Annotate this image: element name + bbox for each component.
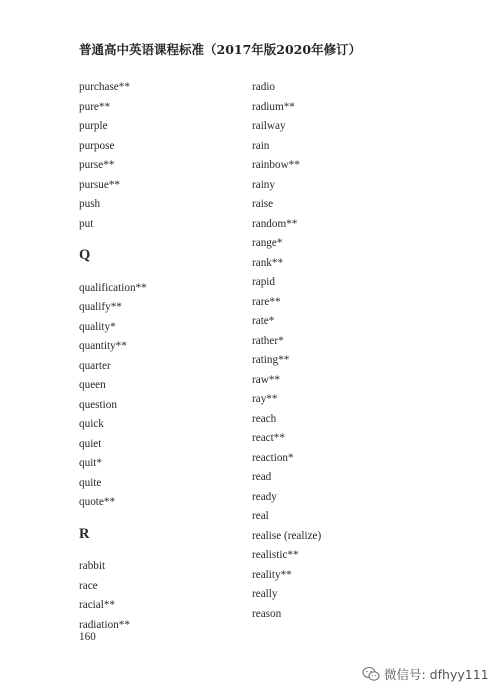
- vocab-word: rabbit: [79, 560, 106, 572]
- vocab-word: rain: [252, 139, 270, 152]
- right-word-column: [252, 78, 321, 624]
- vocab-word: put: [79, 217, 94, 230]
- p-word-list: [79, 78, 147, 234]
- vocab-word: race: [79, 579, 98, 592]
- vocab-word: rating**: [252, 354, 290, 366]
- vocab-word: react**: [252, 432, 285, 444]
- vocab-word: rare**: [252, 295, 281, 308]
- vocab-word: rate*: [252, 315, 275, 327]
- vocab-word: quote**: [79, 496, 116, 508]
- vocab-word: realise (realize): [252, 529, 322, 542]
- left-word-column: [79, 78, 147, 635]
- vocab-word: quite: [79, 476, 102, 489]
- vocab-word: raise: [252, 198, 274, 210]
- watermark: [362, 665, 489, 683]
- vocab-word: pursue**: [79, 178, 121, 191]
- r-word-list: [79, 557, 147, 635]
- vocab-word: quit*: [79, 457, 102, 469]
- vocab-word: question: [79, 398, 117, 411]
- vocab-word: range*: [252, 237, 283, 249]
- vocab-word: qualify**: [79, 301, 122, 313]
- vocab-word: queen: [79, 379, 106, 391]
- vocab-word: push: [79, 198, 101, 210]
- vocab-word: reality**: [252, 568, 292, 581]
- vocab-word: rapid: [252, 276, 275, 288]
- vocab-word: really: [252, 588, 278, 600]
- vocab-word: rainbow**: [252, 159, 300, 171]
- vocab-word: reason: [252, 607, 282, 620]
- vocab-word: rainy: [252, 178, 275, 191]
- vocab-word: quarter: [79, 359, 111, 372]
- vocab-word: pure**: [79, 100, 111, 113]
- vocab-word: ready: [252, 490, 277, 503]
- vocab-word: qualification**: [79, 281, 147, 294]
- page-header-title: 普通高中英语课程标准（2017年版2020年修订）: [79, 42, 362, 57]
- vocab-word: reach: [252, 412, 277, 425]
- vocab-word: quality*: [79, 320, 116, 333]
- vocab-word: quick: [79, 418, 104, 430]
- vocab-word: quiet: [79, 437, 102, 450]
- vocab-word: raw**: [252, 373, 280, 386]
- vocab-word: real: [252, 510, 269, 522]
- watermark-text: 微信号: dfhyy111: [384, 667, 489, 682]
- r-word-list-continued: [252, 78, 321, 624]
- vocab-word: purchase**: [79, 81, 130, 93]
- vocab-word: railway: [252, 120, 286, 132]
- wechat-icon: [362, 666, 380, 682]
- vocab-word: rank**: [252, 256, 284, 269]
- vocab-word: ray**: [252, 393, 278, 405]
- vocab-word: racial**: [79, 599, 116, 611]
- vocab-word: radiation**: [79, 618, 130, 631]
- vocab-word: purpose: [79, 139, 115, 152]
- vocab-word: radium**: [252, 100, 295, 113]
- vocab-word: random**: [252, 217, 298, 230]
- vocab-word: radio: [252, 81, 275, 93]
- vocab-word: reaction*: [252, 451, 294, 464]
- vocab-word: purple: [79, 120, 108, 132]
- vocab-word: read: [252, 471, 272, 483]
- q-word-list: [79, 279, 147, 513]
- vocab-word: realistic**: [252, 549, 299, 561]
- vocab-word: quantity**: [79, 340, 127, 352]
- vocab-word: rather*: [252, 334, 284, 347]
- section-heading-q: Q: [79, 247, 91, 263]
- vocab-word: purse**: [79, 159, 115, 171]
- section-heading-r: R: [79, 525, 90, 542]
- page-number: 160: [79, 631, 96, 643]
